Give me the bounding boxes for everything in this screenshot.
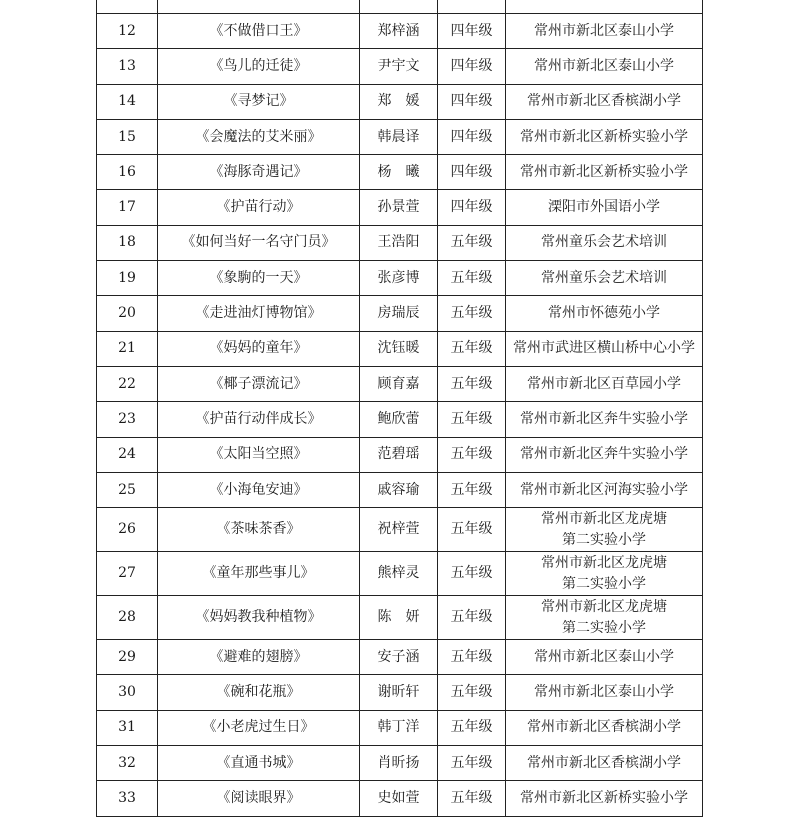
table-row: [97, 155, 703, 190]
school-name-line: 溧阳市外国语小学: [548, 199, 660, 216]
table-row-partial: [97, 0, 703, 14]
student-name-cell: 肖昕扬: [360, 746, 438, 781]
work-title-cell: 《直通书城》: [158, 746, 360, 781]
school-cell: [506, 596, 703, 640]
school-cell: [506, 261, 703, 296]
row-number-cell: 32: [97, 746, 158, 781]
work-title-cell: 《小老虎过生日》: [158, 710, 360, 745]
student-name-cell: 鲍欣蕾: [360, 402, 438, 437]
school-cell: [506, 366, 703, 401]
grade-cell: 五年级: [438, 710, 506, 745]
school-cell: [506, 472, 703, 507]
work-title-cell: 《走进油灯博物馆》: [158, 296, 360, 331]
row-number-cell: 20: [97, 296, 158, 331]
table-row: [97, 366, 703, 401]
work-title-cell: 《不做借口王》: [158, 14, 360, 49]
grade-cell: 五年级: [438, 472, 506, 507]
student-name-cell: 韩晨译: [360, 119, 438, 154]
school-cell: [506, 296, 703, 331]
school-name-line: 常州市新北区河海实验小学: [520, 481, 688, 498]
school-name-line: 常州市新北区新桥实验小学: [520, 128, 688, 145]
school-name-line: 第二实验小学: [562, 619, 646, 636]
school-name-line: 常州童乐会艺术培训: [541, 234, 667, 251]
table-body: [97, 0, 703, 816]
row-number-cell: 17: [97, 190, 158, 225]
student-name-cell: 史如萱: [360, 781, 438, 816]
school-cell: [506, 552, 703, 596]
table-row: [97, 14, 703, 49]
student-name-cell: 范碧瑶: [360, 437, 438, 472]
school-name-line: 常州市武进区横山桥中心小学: [513, 340, 695, 357]
school-name-line: 常州市新北区龙虎塘: [541, 510, 667, 527]
work-title-cell: 《太阳当空照》: [158, 437, 360, 472]
student-name-cell: 陈 妍: [360, 596, 438, 640]
table-row: [97, 261, 703, 296]
table-row: [97, 402, 703, 437]
table-row: [97, 296, 703, 331]
student-name-cell: 谢昕轩: [360, 675, 438, 710]
student-name-cell: 房瑞辰: [360, 296, 438, 331]
row-number-cell: 14: [97, 84, 158, 119]
school-name-line: 常州市新北区龙虎塘: [541, 598, 667, 615]
row-number-cell: 22: [97, 366, 158, 401]
student-name-cell: 熊梓灵: [360, 552, 438, 596]
work-title-cell: 《海豚奇遇记》: [158, 155, 360, 190]
school-cell: [506, 225, 703, 260]
row-number-cell: 28: [97, 596, 158, 640]
work-title-cell: 《椰子漂流记》: [158, 366, 360, 401]
grade-cell: 四年级: [438, 119, 506, 154]
table-row: [97, 640, 703, 675]
school-name-line: 常州市新北区百草园小学: [527, 375, 681, 392]
table-row: [97, 675, 703, 710]
grade-cell: 五年级: [438, 596, 506, 640]
work-title-cell: 《茶味茶香》: [158, 508, 360, 552]
school-name-line: 常州市新北区香槟湖小学: [527, 93, 681, 110]
award-list-table: [96, 0, 703, 817]
grade-cell: 四年级: [438, 84, 506, 119]
table-row: [97, 49, 703, 84]
school-name-line: 常州市新北区奔牛实验小学: [520, 446, 688, 463]
work-title-cell: 《会魔法的艾米丽》: [158, 119, 360, 154]
table-row: [97, 119, 703, 154]
row-number-cell: 23: [97, 402, 158, 437]
table-row: [97, 437, 703, 472]
grade-cell: 五年级: [438, 508, 506, 552]
school-cell: [506, 781, 703, 816]
row-number-cell: 13: [97, 49, 158, 84]
school-name-line: 常州市新北区龙虎塘: [541, 554, 667, 571]
grade-cell: 四年级: [438, 14, 506, 49]
school-cell: [506, 14, 703, 49]
student-name-cell: 戚容瑜: [360, 472, 438, 507]
work-title-cell: 《妈妈的童年》: [158, 331, 360, 366]
row-number-cell: 30: [97, 675, 158, 710]
student-name-cell: 孙景萱: [360, 190, 438, 225]
row-number-cell: 26: [97, 508, 158, 552]
student-name-cell: 郑 媛: [360, 84, 438, 119]
grade-cell: 五年级: [438, 640, 506, 675]
student-name-cell: 安子涵: [360, 640, 438, 675]
student-name-cell: 韩丁洋: [360, 710, 438, 745]
grade-cell: 四年级: [438, 49, 506, 84]
table-row: [97, 596, 703, 640]
student-name-cell: 郑梓涵: [360, 14, 438, 49]
grade-cell: 五年级: [438, 675, 506, 710]
student-name-cell: 祝梓萱: [360, 508, 438, 552]
grade-cell: 五年级: [438, 437, 506, 472]
school-name-line: 常州市新北区新桥实验小学: [520, 789, 688, 806]
school-cell: [506, 119, 703, 154]
row-number-cell: 16: [97, 155, 158, 190]
student-name-cell: 王浩阳: [360, 225, 438, 260]
row-number-cell: 15: [97, 119, 158, 154]
row-number-cell: 25: [97, 472, 158, 507]
grade-cell: 五年级: [438, 261, 506, 296]
work-title-cell: 《如何当好一名守门员》: [158, 225, 360, 260]
school-name-line: 常州市怀德苑小学: [548, 305, 660, 322]
school-cell: [506, 331, 703, 366]
work-title-cell: 《护苗行动伴成长》: [158, 402, 360, 437]
school-cell: [506, 190, 703, 225]
row-number-cell: 24: [97, 437, 158, 472]
work-title-cell: 《妈妈教我种植物》: [158, 596, 360, 640]
row-number-cell: 19: [97, 261, 158, 296]
table-row: [97, 746, 703, 781]
row-number-cell: 18: [97, 225, 158, 260]
row-number-cell: 33: [97, 781, 158, 816]
student-name-cell: 沈钰暖: [360, 331, 438, 366]
student-name-cell: 杨 曦: [360, 155, 438, 190]
school-cell: [506, 155, 703, 190]
school-name-line: 常州市新北区奔牛实验小学: [520, 410, 688, 427]
grade-cell: 五年级: [438, 296, 506, 331]
work-title-cell: 《护苗行动》: [158, 190, 360, 225]
row-number-cell: 27: [97, 552, 158, 596]
table-row: [97, 190, 703, 225]
table-row: [97, 552, 703, 596]
work-title-cell: 《避难的翅膀》: [158, 640, 360, 675]
work-title-cell: 《象駒的一天》: [158, 261, 360, 296]
school-cell: [506, 640, 703, 675]
school-name-line: 第二实验小学: [562, 531, 646, 548]
work-title-cell: 《小海龟安迪》: [158, 472, 360, 507]
row-number-cell: 12: [97, 14, 158, 49]
student-name-cell: 尹宇文: [360, 49, 438, 84]
grade-cell: 五年级: [438, 781, 506, 816]
table-row: [97, 710, 703, 745]
row-number-cell: 21: [97, 331, 158, 366]
table-row: [97, 331, 703, 366]
school-name-line: 常州市新北区泰山小学: [534, 22, 674, 39]
table-row: [97, 472, 703, 507]
grade-cell: 五年级: [438, 402, 506, 437]
school-cell: [506, 437, 703, 472]
table-row: [97, 225, 703, 260]
student-name-cell: 顾育嘉: [360, 366, 438, 401]
school-name-line: 常州童乐会艺术培训: [541, 269, 667, 286]
school-name-line: 常州市新北区新桥实验小学: [520, 163, 688, 180]
row-number-cell: 31: [97, 710, 158, 745]
school-cell: [506, 746, 703, 781]
school-name-line: 常州市新北区香槟湖小学: [527, 754, 681, 771]
school-name-line: 常州市新北区香槟湖小学: [527, 719, 681, 736]
table-row: [97, 781, 703, 816]
work-title-cell: 《寻梦记》: [158, 84, 360, 119]
school-name-line: 第二实验小学: [562, 575, 646, 592]
work-title-cell: 《童年那些事儿》: [158, 552, 360, 596]
school-name-line: 常州市新北区泰山小学: [534, 648, 674, 665]
work-title-cell: 《碗和花瓶》: [158, 675, 360, 710]
grade-cell: 五年级: [438, 746, 506, 781]
grade-cell: 四年级: [438, 190, 506, 225]
school-name-line: 常州市新北区泰山小学: [534, 684, 674, 701]
work-title-cell: 《鸟儿的迁徒》: [158, 49, 360, 84]
grade-cell: 四年级: [438, 155, 506, 190]
grade-cell: 五年级: [438, 331, 506, 366]
school-cell: [506, 508, 703, 552]
grade-cell: 五年级: [438, 366, 506, 401]
school-cell: [506, 402, 703, 437]
school-name-line: 常州市新北区泰山小学: [534, 57, 674, 74]
row-number-cell: 29: [97, 640, 158, 675]
school-cell: [506, 84, 703, 119]
grade-cell: 五年级: [438, 225, 506, 260]
school-cell: [506, 49, 703, 84]
student-name-cell: 张彦博: [360, 261, 438, 296]
school-cell: [506, 710, 703, 745]
work-title-cell: 《阅读眼界》: [158, 781, 360, 816]
table-row: [97, 84, 703, 119]
table-row: [97, 508, 703, 552]
school-cell: [506, 675, 703, 710]
grade-cell: 五年级: [438, 552, 506, 596]
